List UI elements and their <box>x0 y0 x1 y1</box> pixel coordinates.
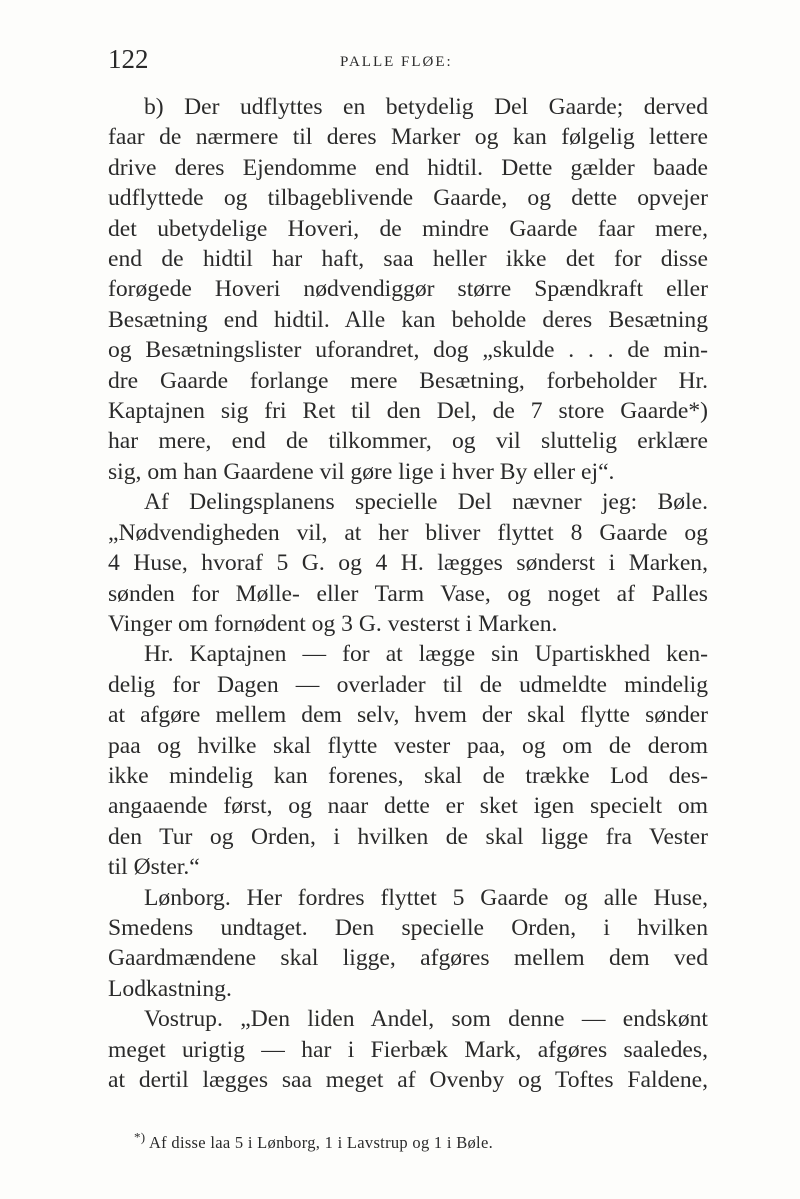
text-line: den Tur og Orden, i hvilken de skal ligge fra Vester <box>108 823 708 850</box>
text-line: faar de nærmere til deres Marker og kan følgelig lettere <box>108 124 708 151</box>
text-line: Vostrup. „Den liden Andel, som denne — endskønt <box>144 1006 708 1033</box>
text-line: Af Delingsplanens specielle Del nævner jeg: Bøle. <box>144 489 708 516</box>
text-line: end de hidtil har haft, saa heller ikke det for disse <box>108 246 708 273</box>
text-line: b) Der udflyttes en betydelig Del Gaarde; derved <box>144 94 708 120</box>
text-line: Lodkastning. <box>108 975 232 1002</box>
text-line: Besætning end hidtil. Alle kan beholde deres Besætning <box>108 306 708 333</box>
text-line: angaaende først, og naar dette er sket igen specielt om <box>108 793 708 820</box>
text-line: meget urigtig — har i Fierbæk Mark, afgøres saaledes, <box>108 1036 708 1063</box>
text-line: til Øster.“ <box>108 854 200 881</box>
page-number: 122 <box>108 44 149 74</box>
text-line: har mere, end de tilkommer, og vil sluttelig erklære <box>108 428 708 455</box>
text-line: ikke mindelig kan forenes, skal de trække Lod des- <box>108 762 708 789</box>
footnote <box>134 1129 493 1153</box>
footnote-text: Af disse laa 5 i Lønborg, 1 i Lavstrup og 1 i Bøle. <box>148 1133 493 1152</box>
running-head: PALLE FLØE: <box>340 54 453 70</box>
text-line: „Nødvendigheden vil, at her bliver flyttet 8 Gaarde og <box>108 519 708 546</box>
text-line: forøgede Hoveri nødvendiggør større Spændkraft eller <box>108 276 708 303</box>
text-line: dre Gaarde forlange mere Besætning, forbeholder Hr. <box>108 367 708 394</box>
text-line: at afgøre mellem dem selv, hvem der skal flytte sønder <box>108 702 708 729</box>
text-line: paa og hvilke skal flytte vester paa, og om de derom <box>108 732 708 759</box>
text-line: Smedens undtaget. Den specielle Orden, i hvilken <box>108 914 708 941</box>
page-header <box>108 44 708 84</box>
text-line: 4 Huse, hvoraf 5 G. og 4 H. lægges sønderst i Marken, <box>108 550 708 577</box>
text-line: Kaptajnen sig fri Ret til den Del, de 7 store Gaarde*) <box>108 398 708 425</box>
text-line: Vinger om fornødent og 3 G. vesterst i Marken. <box>108 610 558 637</box>
text-line: Hr. Kaptajnen — for at lægge sin Upartiskhed ken- <box>144 641 708 668</box>
text-line: sønden for Mølle- eller Tarm Vase, og noget af Palles <box>108 580 708 607</box>
text-line: sig, om han Gaardene vil gøre lige i hver By eller ej“. <box>108 458 615 485</box>
text-line: drive deres Ejendomme end hidtil. Dette gælder baade <box>108 154 708 181</box>
text-line: Gaardmændene skal ligge, afgøres mellem dem ved <box>108 945 708 972</box>
text-line: Lønborg. Her fordres flyttet 5 Gaarde og alle Huse, <box>144 884 708 911</box>
body-text <box>108 92 708 1095</box>
text-line: og Besætningslister uforandret, dog „skulde . . . de min- <box>108 337 708 364</box>
text-line: delig for Dagen — overlader til de udmeldte mindelig <box>108 671 708 698</box>
text-line: udflyttede og tilbageblivende Gaarde, og dette opvejer <box>108 185 708 212</box>
footnote-marker: *) <box>134 1129 146 1145</box>
text-line: det ubetydelige Hoveri, de mindre Gaarde faar mere, <box>108 215 708 242</box>
text-line: at dertil lægges saa meget af Ovenby og Toftes Faldene, <box>108 1067 708 1093</box>
